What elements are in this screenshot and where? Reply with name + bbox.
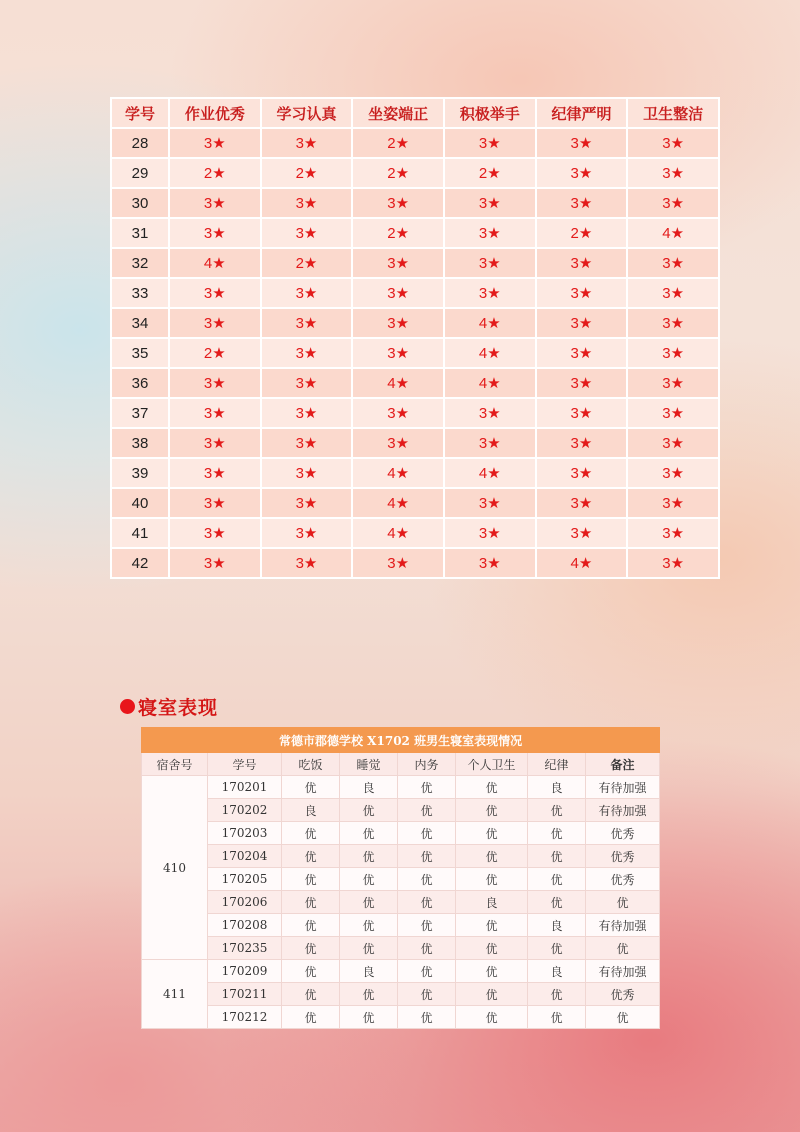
dorm-table-title: 常德市郡德学校 X1702 班男生寝室表现情况: [142, 728, 660, 753]
remark-cell: 有待加强: [586, 914, 660, 937]
table-row: [142, 868, 660, 891]
star-rating-cell: 3★: [445, 219, 535, 247]
table-row: [112, 189, 718, 217]
room-number-cell: 410: [142, 776, 208, 960]
grade-cell: 优: [340, 799, 398, 822]
star-rating-cell: 3★: [628, 549, 718, 577]
star-rating-cell: 4★: [445, 369, 535, 397]
star-rating-cell: 3★: [353, 429, 443, 457]
star-rating-cell: 3★: [353, 279, 443, 307]
star-rating-cell: 3★: [628, 129, 718, 157]
grade-cell: 优: [528, 1006, 586, 1029]
table-row: [142, 776, 660, 799]
table-row: [142, 960, 660, 983]
grade-cell: 优: [456, 1006, 528, 1029]
star-rating-cell: 3★: [628, 429, 718, 457]
grade-cell: 优: [398, 799, 456, 822]
grade-cell: 优: [456, 937, 528, 960]
grade-cell: 优: [528, 891, 586, 914]
star-rating-cell: 3★: [170, 429, 260, 457]
table-row: [112, 159, 718, 187]
grade-cell: 优: [282, 937, 340, 960]
table-row: [112, 279, 718, 307]
student-id-cell: 170209: [208, 960, 282, 983]
grade-cell: 优: [398, 1006, 456, 1029]
star-rating-cell: 4★: [537, 549, 627, 577]
star-rating-cell: 2★: [445, 159, 535, 187]
header-student-id: 学号: [208, 753, 282, 776]
remark-cell: 优: [586, 937, 660, 960]
header-eating: 吃饭: [282, 753, 340, 776]
student-id-cell: 34: [112, 309, 168, 337]
star-rating-cell: 2★: [262, 159, 352, 187]
star-rating-cell: 3★: [262, 429, 352, 457]
student-id-cell: 170204: [208, 845, 282, 868]
header-personal-hygiene: 个人卫生: [456, 753, 528, 776]
remark-cell: 优秀: [586, 822, 660, 845]
star-rating-cell: 3★: [262, 189, 352, 217]
table-row: [142, 983, 660, 1006]
star-table-header-row: [112, 99, 718, 127]
table-row: [142, 937, 660, 960]
student-id-cell: 32: [112, 249, 168, 277]
star-rating-cell: 3★: [170, 489, 260, 517]
star-rating-cell: 3★: [262, 519, 352, 547]
star-rating-cell: 3★: [170, 399, 260, 427]
student-id-cell: 170235: [208, 937, 282, 960]
header-discipline: 纪律: [528, 753, 586, 776]
student-id-cell: 33: [112, 279, 168, 307]
grade-cell: 优: [456, 960, 528, 983]
star-rating-cell: 3★: [170, 309, 260, 337]
star-rating-cell: 4★: [628, 219, 718, 247]
grade-cell: 良: [528, 776, 586, 799]
star-rating-cell: 3★: [628, 399, 718, 427]
star-rating-cell: 3★: [537, 429, 627, 457]
star-rating-cell: 3★: [445, 429, 535, 457]
table-row: [142, 822, 660, 845]
star-rating-cell: 3★: [353, 309, 443, 337]
table-row: [112, 549, 718, 577]
student-id-cell: 170212: [208, 1006, 282, 1029]
header-sleeping: 睡觉: [340, 753, 398, 776]
star-rating-cell: 3★: [262, 549, 352, 577]
star-rating-cell: 3★: [628, 279, 718, 307]
table-row: [112, 519, 718, 547]
star-rating-cell: 3★: [445, 129, 535, 157]
star-rating-cell: 3★: [170, 189, 260, 217]
header-homework: 作业优秀: [170, 99, 260, 127]
grade-cell: 优: [398, 983, 456, 1006]
star-rating-cell: 4★: [353, 459, 443, 487]
star-rating-cell: 3★: [353, 549, 443, 577]
table-row: [112, 339, 718, 367]
star-rating-cell: 3★: [537, 129, 627, 157]
remark-cell: 有待加强: [586, 799, 660, 822]
star-rating-cell: 3★: [262, 219, 352, 247]
table-row: [112, 309, 718, 337]
grade-cell: 优: [282, 822, 340, 845]
grade-cell: 优: [340, 845, 398, 868]
star-rating-cell: 2★: [262, 249, 352, 277]
header-remarks: 备注: [586, 753, 660, 776]
table-row: [112, 219, 718, 247]
student-id-cell: 41: [112, 519, 168, 547]
remark-cell: 优: [586, 891, 660, 914]
grade-cell: 优: [398, 960, 456, 983]
star-rating-table: [110, 97, 720, 579]
star-rating-cell: 3★: [262, 339, 352, 367]
star-rating-cell: 3★: [537, 309, 627, 337]
grade-cell: 良: [340, 776, 398, 799]
star-rating-cell: 3★: [262, 279, 352, 307]
grade-cell: 优: [340, 822, 398, 845]
student-id-cell: 37: [112, 399, 168, 427]
star-rating-cell: 3★: [445, 519, 535, 547]
grade-cell: 优: [456, 822, 528, 845]
grade-cell: 优: [282, 845, 340, 868]
star-rating-cell: 3★: [537, 399, 627, 427]
dorm-performance-table: [141, 727, 660, 1029]
star-rating-cell: 3★: [628, 459, 718, 487]
header-hand-raising: 积极举手: [445, 99, 535, 127]
bullet-dot-icon: [120, 699, 135, 714]
student-id-cell: 170211: [208, 983, 282, 1006]
grade-cell: 优: [456, 914, 528, 937]
star-rating-cell: 3★: [262, 489, 352, 517]
grade-cell: 良: [528, 960, 586, 983]
star-rating-cell: 3★: [445, 399, 535, 427]
dorm-section-heading: [120, 694, 218, 718]
star-rating-cell: 3★: [445, 489, 535, 517]
star-rating-cell: 2★: [353, 219, 443, 247]
student-id-cell: 170205: [208, 868, 282, 891]
grade-cell: 优: [340, 868, 398, 891]
grade-cell: 优: [528, 983, 586, 1006]
star-rating-cell: 3★: [445, 189, 535, 217]
student-id-cell: 28: [112, 129, 168, 157]
student-id-cell: 39: [112, 459, 168, 487]
student-id-cell: 170208: [208, 914, 282, 937]
table-row: [112, 489, 718, 517]
star-rating-cell: 3★: [262, 129, 352, 157]
student-id-cell: 170203: [208, 822, 282, 845]
grade-cell: 优: [398, 845, 456, 868]
table-row: [142, 891, 660, 914]
remark-cell: 优秀: [586, 983, 660, 1006]
star-rating-cell: 3★: [537, 369, 627, 397]
grade-cell: 优: [456, 983, 528, 1006]
grade-cell: 优: [282, 891, 340, 914]
star-rating-cell: 3★: [537, 459, 627, 487]
star-rating-cell: 2★: [170, 339, 260, 367]
star-rating-cell: 3★: [537, 249, 627, 277]
table-row: [142, 914, 660, 937]
student-id-cell: 35: [112, 339, 168, 367]
student-id-cell: 29: [112, 159, 168, 187]
grade-cell: 优: [398, 891, 456, 914]
star-rating-cell: 3★: [628, 519, 718, 547]
grade-cell: 良: [528, 914, 586, 937]
header-posture: 坐姿端正: [353, 99, 443, 127]
remark-cell: 优秀: [586, 868, 660, 891]
grade-cell: 良: [282, 799, 340, 822]
table-row: [142, 845, 660, 868]
header-housekeeping: 内务: [398, 753, 456, 776]
grade-cell: 优: [340, 983, 398, 1006]
star-rating-cell: 3★: [628, 189, 718, 217]
star-rating-cell: 3★: [537, 489, 627, 517]
grade-cell: 优: [282, 914, 340, 937]
star-rating-cell: 3★: [262, 369, 352, 397]
grade-cell: 优: [456, 845, 528, 868]
grade-cell: 优: [528, 845, 586, 868]
table-row: [142, 799, 660, 822]
grade-cell: 优: [528, 799, 586, 822]
star-rating-cell: 3★: [353, 189, 443, 217]
grade-cell: 优: [282, 983, 340, 1006]
star-rating-cell: 3★: [445, 279, 535, 307]
grade-cell: 优: [528, 822, 586, 845]
star-rating-cell: 3★: [628, 309, 718, 337]
dorm-table-header-row: [142, 753, 660, 776]
table-row: [112, 249, 718, 277]
grade-cell: 优: [282, 1006, 340, 1029]
star-rating-cell: 3★: [353, 339, 443, 367]
grade-cell: 优: [398, 822, 456, 845]
star-rating-cell: 3★: [262, 459, 352, 487]
header-discipline: 纪律严明: [537, 99, 627, 127]
star-rating-cell: 3★: [353, 249, 443, 277]
table-row: [112, 369, 718, 397]
star-rating-cell: 3★: [353, 399, 443, 427]
header-room: 宿舍号: [142, 753, 208, 776]
grade-cell: 优: [282, 960, 340, 983]
star-rating-cell: 3★: [170, 549, 260, 577]
grade-cell: 优: [456, 776, 528, 799]
remark-cell: 有待加强: [586, 776, 660, 799]
star-rating-cell: 3★: [628, 369, 718, 397]
student-id-cell: 31: [112, 219, 168, 247]
star-rating-cell: 4★: [445, 459, 535, 487]
grade-cell: 优: [340, 1006, 398, 1029]
student-id-cell: 170202: [208, 799, 282, 822]
star-rating-cell: 3★: [537, 159, 627, 187]
star-rating-cell: 3★: [170, 459, 260, 487]
table-row: [112, 129, 718, 157]
grade-cell: 优: [282, 776, 340, 799]
star-rating-cell: 3★: [537, 189, 627, 217]
star-rating-cell: 4★: [353, 369, 443, 397]
star-rating-cell: 3★: [628, 489, 718, 517]
student-id-cell: 170201: [208, 776, 282, 799]
star-rating-cell: 3★: [628, 159, 718, 187]
table-row: [112, 399, 718, 427]
star-rating-cell: 3★: [537, 279, 627, 307]
grade-cell: 良: [340, 960, 398, 983]
star-rating-cell: 2★: [537, 219, 627, 247]
star-rating-cell: 3★: [170, 129, 260, 157]
grade-cell: 优: [282, 868, 340, 891]
student-id-cell: 36: [112, 369, 168, 397]
table-row: [112, 459, 718, 487]
student-id-cell: 40: [112, 489, 168, 517]
grade-cell: 优: [528, 868, 586, 891]
grade-cell: 优: [398, 914, 456, 937]
header-study: 学习认真: [262, 99, 352, 127]
star-rating-cell: 3★: [170, 519, 260, 547]
star-rating-cell: 3★: [262, 309, 352, 337]
grade-cell: 优: [340, 891, 398, 914]
star-rating-cell: 3★: [537, 519, 627, 547]
header-student-id: 学号: [112, 99, 168, 127]
grade-cell: 优: [528, 937, 586, 960]
star-rating-cell: 3★: [262, 399, 352, 427]
grade-cell: 优: [340, 914, 398, 937]
star-rating-cell: 4★: [445, 339, 535, 367]
star-rating-cell: 2★: [353, 159, 443, 187]
dorm-table-caption-row: [142, 728, 660, 753]
header-hygiene: 卫生整洁: [628, 99, 718, 127]
student-id-cell: 30: [112, 189, 168, 217]
grade-cell: 良: [456, 891, 528, 914]
table-row: [142, 1006, 660, 1029]
star-rating-cell: 4★: [170, 249, 260, 277]
grade-cell: 优: [398, 868, 456, 891]
star-rating-cell: 2★: [353, 129, 443, 157]
table-row: [112, 429, 718, 457]
student-id-cell: 42: [112, 549, 168, 577]
grade-cell: 优: [398, 776, 456, 799]
star-rating-cell: 4★: [353, 489, 443, 517]
room-number-cell: 411: [142, 960, 208, 1029]
star-rating-cell: 3★: [445, 249, 535, 277]
grade-cell: 优: [456, 799, 528, 822]
star-rating-cell: 2★: [170, 159, 260, 187]
star-rating-cell: 3★: [445, 549, 535, 577]
remark-cell: 优秀: [586, 845, 660, 868]
star-rating-cell: 4★: [445, 309, 535, 337]
grade-cell: 优: [340, 937, 398, 960]
star-rating-cell: 3★: [628, 339, 718, 367]
star-rating-cell: 3★: [170, 369, 260, 397]
remark-cell: 有待加强: [586, 960, 660, 983]
grade-cell: 优: [398, 937, 456, 960]
star-rating-cell: 4★: [353, 519, 443, 547]
star-rating-cell: 3★: [170, 279, 260, 307]
star-rating-cell: 3★: [170, 219, 260, 247]
remark-cell: 优: [586, 1006, 660, 1029]
student-id-cell: 170206: [208, 891, 282, 914]
dorm-section-title: 寝室表现: [138, 696, 219, 719]
student-id-cell: 38: [112, 429, 168, 457]
star-rating-cell: 3★: [628, 249, 718, 277]
grade-cell: 优: [456, 868, 528, 891]
star-rating-cell: 3★: [537, 339, 627, 367]
